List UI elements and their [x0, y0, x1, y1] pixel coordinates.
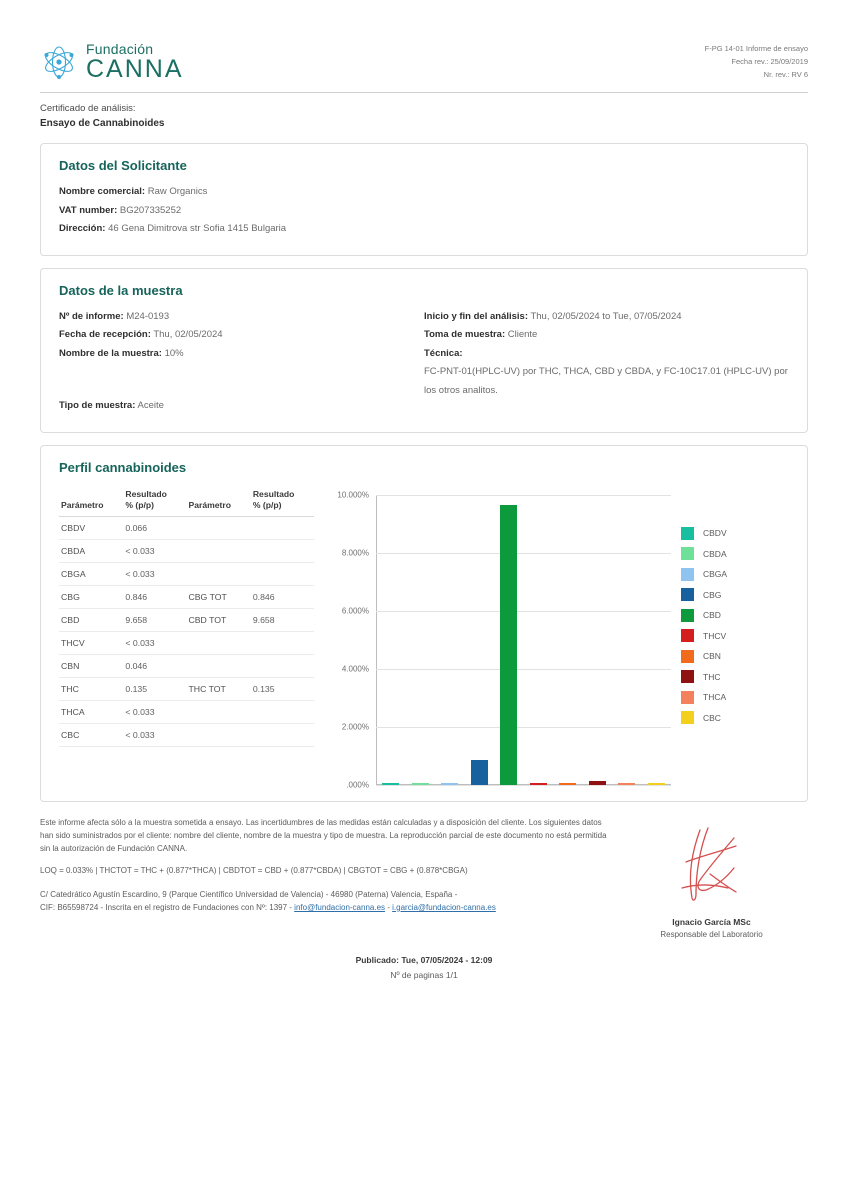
chart-bar	[530, 783, 547, 785]
chart-legend-swatch	[681, 691, 694, 704]
chart-legend-item	[681, 711, 789, 724]
field-toma-muestra-value: Cliente	[507, 329, 538, 341]
table-row	[59, 563, 314, 586]
table-row	[59, 678, 314, 701]
field-inicio-fin-analisis	[424, 308, 789, 327]
field-numero-informe-value: M24-0193	[126, 310, 170, 322]
field-nombre-comercial	[59, 183, 789, 202]
cannabinoid-table-wrap	[59, 485, 314, 785]
field-tecnica-label: Técnica:	[424, 347, 463, 359]
cell-parametro-1: CBDA	[59, 540, 123, 563]
revision-block	[705, 42, 808, 81]
field-numero-informe	[59, 308, 424, 327]
field-tecnica	[424, 345, 789, 401]
cell-parametro-2: CBG TOT	[186, 586, 250, 609]
cell-resultado-1: < 0.033	[123, 724, 186, 747]
perfil-content	[59, 485, 789, 790]
chart-legend-swatch	[681, 711, 694, 724]
chart-legend-item	[681, 609, 789, 622]
field-nombre-comercial-label: Nombre comercial:	[59, 186, 146, 198]
cell-parametro-1: THC	[59, 678, 123, 701]
cell-parametro-1: CBC	[59, 724, 123, 747]
signer-name: Ignacio García MSc	[672, 916, 751, 927]
muestra-right-column	[424, 308, 789, 416]
chart-legend-item	[681, 691, 789, 704]
logo	[40, 42, 184, 82]
logo-text-secondary: CANNA	[86, 55, 184, 83]
chart-gridline	[376, 785, 671, 786]
table-row	[59, 632, 314, 655]
chart-bar	[471, 760, 488, 785]
field-tecnica-value: FC-PNT-01(HPLC-UV) por THC, THCA, CBD y CBDA, y FC-10C17.01 (HPLC-UV) por los otros analitos.	[424, 366, 788, 396]
footer-address-sep: -	[385, 902, 393, 912]
chart-legend-label: THC	[703, 671, 721, 682]
cell-resultado-1: 0.046	[123, 655, 186, 678]
cell-parametro-2	[186, 655, 250, 678]
report-header	[40, 28, 808, 82]
chart-bar	[648, 783, 665, 785]
field-toma-muestra	[424, 326, 789, 345]
chart-y-tick-label: 8.000%	[341, 548, 369, 558]
field-nombre-muestra	[59, 345, 424, 364]
cell-resultado-2	[251, 655, 314, 678]
field-nombre-muestra-value: 10%	[164, 347, 184, 359]
column-header-resultado-1-line1: Resultado	[125, 488, 167, 499]
cannabinoid-table	[59, 489, 314, 747]
chart-legend-swatch	[681, 568, 694, 581]
column-header-resultado-2	[251, 489, 314, 517]
field-toma-muestra-label: Toma de muestra:	[424, 329, 506, 341]
chart-bar-cell	[642, 495, 672, 785]
chart-bar	[382, 783, 399, 785]
cell-parametro-2: THC TOT	[186, 678, 250, 701]
chart-y-tick-label: 2.000%	[341, 722, 369, 732]
header-divider	[40, 92, 808, 93]
field-nombre-comercial-value: Raw Organics	[147, 186, 208, 198]
cell-resultado-2: 0.135	[251, 678, 314, 701]
chart-legend-swatch	[681, 629, 694, 642]
panel-perfil-title: Perfil cannabinoides	[59, 459, 187, 475]
chart-legend-label: THCV	[703, 630, 727, 641]
revision-doc-code: F-PG 14-01 Informe de ensayo	[704, 44, 808, 53]
cell-resultado-1: 0.846	[123, 586, 186, 609]
chart-bar	[441, 783, 458, 785]
field-direccion	[59, 220, 789, 239]
panel-muestra	[40, 268, 808, 433]
panel-solicitante	[40, 143, 808, 256]
certificate-heading	[40, 102, 808, 131]
chart-y-tick-label: .000%	[346, 780, 369, 790]
cell-parametro-2	[186, 563, 250, 586]
chart-bar-cell	[376, 495, 406, 785]
cell-resultado-2	[251, 563, 314, 586]
chart-bar-cell	[524, 495, 554, 785]
chart-legend-swatch	[681, 588, 694, 601]
chart-bar-cell	[406, 495, 436, 785]
field-fecha-recepcion-label: Fecha de recepción:	[59, 329, 151, 341]
cell-resultado-1: < 0.033	[123, 701, 186, 724]
cell-resultado-2: 9.658	[251, 609, 314, 632]
field-tipo-muestra-label: Tipo de muestra:	[59, 400, 136, 412]
table-row	[59, 701, 314, 724]
chart-legend-swatch	[681, 547, 694, 560]
column-header-parametro-1	[59, 489, 123, 517]
field-nombre-muestra-label: Nombre de la muestra:	[59, 347, 162, 359]
chart-legend	[681, 527, 789, 732]
chart-legend-swatch	[681, 670, 694, 683]
footer-address-line2	[40, 901, 615, 914]
footer-address	[40, 888, 615, 914]
footer-loq: LOQ = 0.033% | THCTOT = THC + (0.877*THCA) | CBDTOT = CBD + (0.877*CBDA) | CBGTOT = CBG + (0.878*CBGA)	[40, 866, 468, 876]
footer-address-line1: C/ Catedrático Agustín Escardino, 9 (Parque Científico Universidad de Valencia) - 46980 (Paterna) Valencia, España -	[40, 889, 458, 899]
chart-bar-cell	[494, 495, 524, 785]
signature-block	[615, 816, 808, 939]
cell-parametro-2	[186, 632, 250, 655]
certificate-label: Certificado de análisis:	[40, 103, 136, 114]
column-header-parametro-2-line1: Parámetro	[188, 499, 231, 510]
chart-y-tick-label: 10.000%	[337, 490, 369, 500]
chart-bar	[500, 505, 517, 785]
cell-parametro-1: CBG	[59, 586, 123, 609]
field-tipo-muestra-value: Aceite	[137, 400, 164, 412]
field-direccion-label: Dirección:	[59, 223, 106, 235]
panel-perfil-cannabinoides	[40, 445, 808, 802]
cell-resultado-1: < 0.033	[123, 563, 186, 586]
table-row	[59, 586, 314, 609]
column-header-parametro-1-line1: Parámetro	[61, 499, 104, 510]
field-vat-number-value: BG207335252	[119, 204, 182, 216]
column-header-resultado-2-line2: % (p/p)	[252, 499, 282, 510]
chart-legend-item	[681, 527, 789, 540]
cannabinoid-table-body	[59, 517, 314, 747]
column-header-resultado-1-line2: % (p/p)	[125, 499, 154, 510]
column-header-parametro-2	[186, 489, 250, 517]
cell-parametro-1: THCV	[59, 632, 123, 655]
revision-date: Fecha rev.: 25/09/2019	[731, 57, 808, 67]
cell-resultado-1: 0.135	[123, 678, 186, 701]
chart-legend-swatch	[681, 527, 694, 540]
page-count: Nº de paginas 1/1	[390, 969, 458, 980]
signer-role: Responsable del Laboratorio	[660, 929, 763, 939]
chart-bars	[376, 495, 671, 785]
field-vat-number	[59, 202, 789, 221]
cell-parametro-1: THCA	[59, 701, 123, 724]
cell-resultado-2	[251, 632, 314, 655]
table-row	[59, 517, 314, 540]
chart-legend-item	[681, 568, 789, 581]
revision-number: Nr. rev.: RV 6	[763, 70, 808, 80]
footer-disclaimer: Este informe afecta sólo a la muestra sometida a ensayo. Las incertidumbres de las medidas están calculadas y a disposición del cliente. Los siguientes datos han sido suministrados por el cliente: nombre del cliente, nombre de la muestra y tipo de muestra. La reproducción parcial de este documento no está permitida sin la autorización de Fundación CANNA.	[40, 817, 607, 854]
column-header-resultado-2-line1: Resultado	[252, 488, 295, 499]
cell-resultado-2	[251, 724, 314, 747]
logo-text-primary: Fundación	[86, 41, 154, 57]
cell-resultado-1: < 0.033	[123, 540, 186, 563]
cell-parametro-2	[186, 701, 250, 724]
chart-legend-item	[681, 547, 789, 560]
cell-parametro-2	[186, 540, 250, 563]
chart-legend-label: CBDA	[703, 548, 727, 559]
canna-atom-icon	[40, 43, 78, 81]
muestra-fields	[59, 308, 789, 416]
table-row	[59, 609, 314, 632]
chart-bar-cell	[435, 495, 465, 785]
cell-resultado-2	[251, 517, 314, 540]
chart-legend-item	[681, 650, 789, 663]
chart-legend-label: THCA	[703, 692, 727, 703]
signature-icon	[615, 822, 808, 913]
certificate-title: Ensayo de Cannabinoides	[40, 118, 165, 130]
chart-legend-item	[681, 629, 789, 642]
chart-legend-item	[681, 670, 789, 683]
field-tipo-muestra	[59, 397, 424, 416]
chart-bar-cell	[612, 495, 642, 785]
chart-legend-label: CBD	[703, 610, 721, 621]
chart-y-tick-label: 4.000%	[341, 664, 369, 674]
chart-bar-cell	[553, 495, 583, 785]
table-row	[59, 655, 314, 678]
table-row	[59, 724, 314, 747]
cannabinoid-chart	[324, 485, 789, 790]
footer-text-block	[40, 816, 615, 939]
solicitante-fields	[59, 183, 789, 239]
panel-muestra-title: Datos de la muestra	[59, 282, 183, 298]
chart-plot-area	[337, 490, 671, 790]
cell-parametro-1: CBN	[59, 655, 123, 678]
email-info-link[interactable]: info@fundacion-canna.es	[294, 902, 386, 912]
cell-resultado-2	[251, 540, 314, 563]
field-fecha-recepcion-value: Thu, 02/05/2024	[153, 329, 223, 341]
cell-parametro-1: CBGA	[59, 563, 123, 586]
cell-parametro-1: CBD	[59, 609, 123, 632]
chart-legend-item	[681, 588, 789, 601]
chart-legend-label: CBGA	[703, 569, 728, 580]
cell-resultado-1: 9.658	[123, 609, 186, 632]
cell-resultado-1: < 0.033	[123, 632, 186, 655]
field-vat-number-label: VAT number:	[59, 204, 118, 216]
report-footer	[40, 816, 808, 939]
chart-legend-label: CBG	[703, 589, 722, 600]
email-garcia-link[interactable]: i.garcia@fundacion-canna.es	[392, 902, 496, 912]
cell-resultado-2: 0.846	[251, 586, 314, 609]
cell-parametro-2	[186, 724, 250, 747]
chart-y-tick-label: 6.000%	[341, 606, 369, 616]
field-numero-informe-label: Nº de informe:	[59, 310, 124, 322]
table-row	[59, 540, 314, 563]
chart-bar	[589, 781, 606, 785]
field-inicio-fin-analisis-label: Inicio y fin del análisis:	[424, 310, 528, 322]
chart-bar	[412, 783, 429, 785]
cell-parametro-2	[186, 517, 250, 540]
panel-solicitante-title: Datos del Solicitante	[59, 158, 187, 174]
cell-resultado-2	[251, 701, 314, 724]
cell-parametro-1: CBDV	[59, 517, 123, 540]
chart-legend-label: CBC	[703, 712, 721, 723]
muestra-left-column	[59, 308, 424, 416]
column-header-resultado-1	[123, 489, 186, 517]
chart-legend-swatch	[681, 650, 694, 663]
chart-legend-label: CBN	[703, 651, 721, 662]
published-line: Publicado: Tue, 07/05/2024 - 12:09	[355, 954, 493, 965]
chart-bar-cell	[583, 495, 613, 785]
chart-bar-cell	[465, 495, 495, 785]
field-direccion-value: 46 Gena Dimitrova str Sofia 1415 Bulgaria	[108, 223, 287, 235]
chart-bar	[559, 783, 576, 785]
table-header-row	[59, 489, 314, 517]
chart-legend-label: CBDV	[703, 528, 727, 539]
field-fecha-recepcion	[59, 326, 424, 345]
cell-parametro-2: CBD TOT	[186, 609, 250, 632]
chart-bar	[618, 783, 635, 785]
chart-legend-swatch	[681, 609, 694, 622]
footer-address-line2-text: CIF: B65598724 - Inscrita en el registro de Fundaciones con Nº: 1397 -	[40, 902, 295, 912]
field-inicio-fin-analisis-value: Thu, 02/05/2024 to Tue, 07/05/2024	[530, 310, 682, 322]
cell-resultado-1: 0.066	[123, 517, 186, 540]
